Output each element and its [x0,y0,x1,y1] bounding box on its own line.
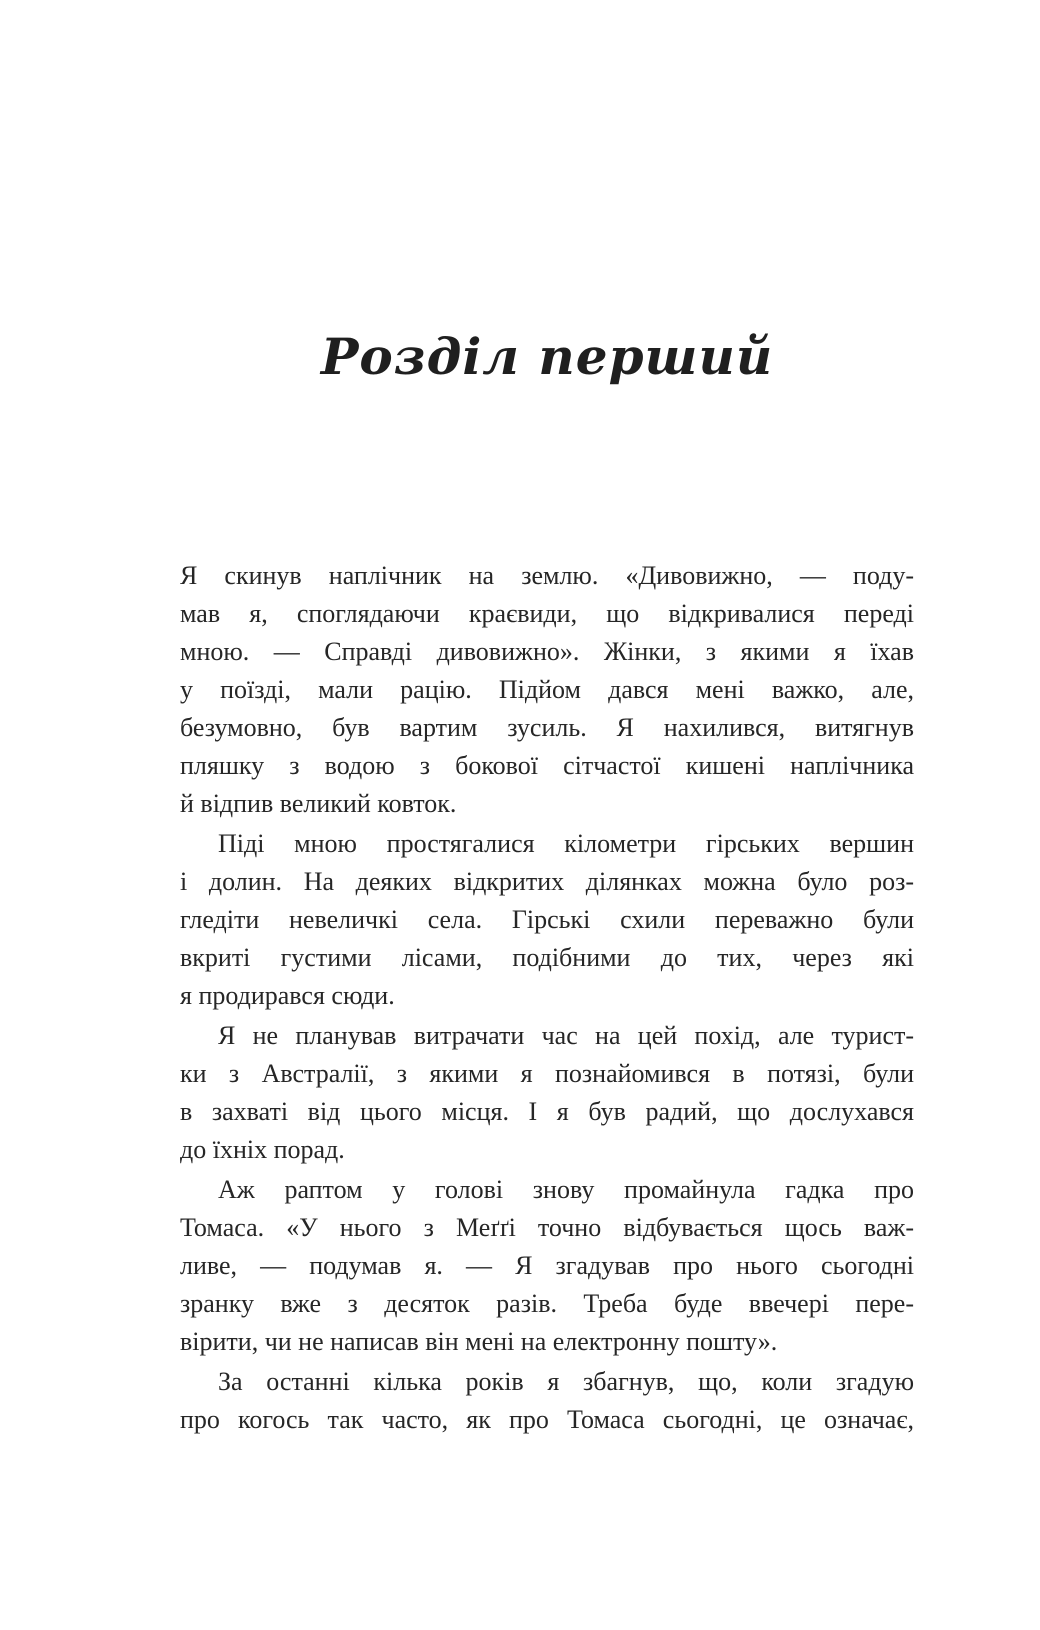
text-line: ки з Австралії, з якими я познайомився в потязі, були [180,1059,914,1088]
text-line: у поїзді, мали рацію. Підйом дався мені важко, але, [180,675,914,704]
text-line: про когось так часто, як про Томаса сьогодні, це означає, [180,1405,914,1434]
chapter-title: Розділ перший [320,327,774,386]
text-line: гледіти невеличкі села. Гірські схили переважно були [180,905,914,934]
paragraph [180,1171,914,1361]
text-line: і долин. На деяких відкритих ділянках можна було роз- [180,867,914,896]
text-line: Аж раптом у голові знову промайнула гадка про [218,1175,914,1204]
text-line: вірити, чи не написав він мені на електронну пошту». [180,1327,778,1356]
text-line: вкриті густими лісами, подібними до тих, через які [180,943,914,972]
text-line: в захваті від цього місця. І я був радий, що дослухався [180,1097,914,1126]
text-line: безумовно, був вартим зусиль. Я нахилився, витягнув [180,713,914,742]
text-line: мною. — Справді дивовижно». Жінки, з якими я їхав [180,637,914,666]
text-line: Піді мною простягалися кілометри гірських вершин [218,829,914,858]
text-line: Томаса. «У нього з Меґґі точно відбувається щось важ- [180,1213,914,1242]
paragraph [180,1017,914,1169]
paragraph [180,1363,914,1439]
text-line: до їхніх порад. [180,1135,345,1164]
text-line: Я не планував витрачати час на цей похід, але турист- [218,1021,914,1050]
text-line: зранку вже з десяток разів. Треба буде ввечері пере- [180,1289,914,1318]
text-line: За останні кілька років я збагнув, що, коли згадую [218,1367,914,1396]
text-line: я продирався сюди. [180,981,395,1010]
paragraph [180,825,914,1015]
text-line: пляшку з водою з бокової сітчастої кишені наплічника [180,751,914,780]
text-line: ливе, — подумав я. — Я згадував про нього сьогодні [180,1251,914,1280]
text-block [180,557,914,1441]
text-line: мав я, споглядаючи краєвиди, що відкривалися переді [180,599,914,628]
paragraph [180,557,914,823]
text-line: й відпив великий ковток. [180,789,457,818]
text-line: Я скинув наплічник на землю. «Дивовижно, — поду- [180,561,914,590]
